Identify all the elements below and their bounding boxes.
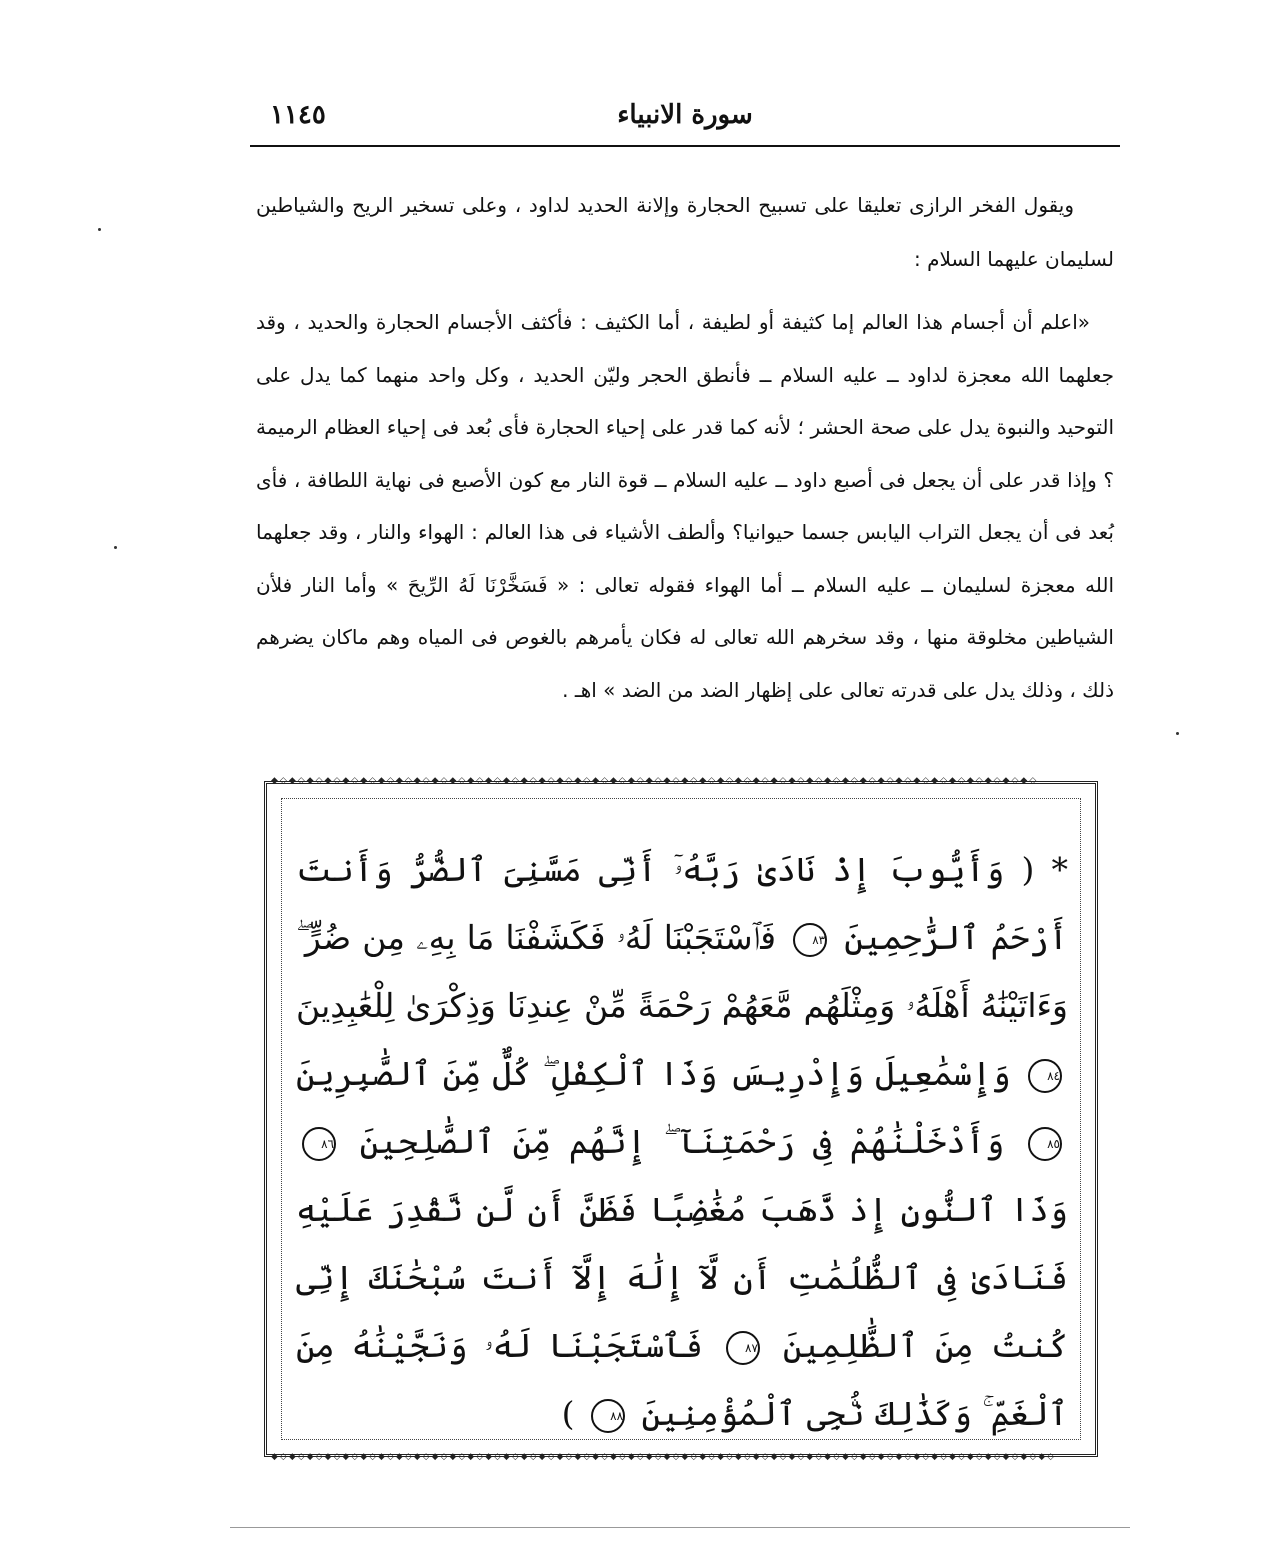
intro-paragraph	[256, 178, 1114, 286]
footer-divider	[230, 1527, 1130, 1528]
verse-87: وَذَا ٱلنُّونِ إِذ ذَّهَبَ مُغَٰضِبًا فَظَنَّ أَن لَّن نَّقْدِرَ عَلَيْهِ فَنَادَىٰ فِى ٱلظُّلُمَٰتِ أَن لَّآ إِلَٰهَ إِلَّآ أَنتَ سُبْحَٰنَكَ إِنِّى كُنتُ مِنَ ٱلظَّٰلِمِينَ	[296, 1190, 1068, 1365]
verse-88: فَٱسْتَجَبْنَا لَهُۥ وَنَجَّيْنَٰهُ مِنَ ٱلْغَمِّ ۚ وَكَذَٰلِكَ نُۨجِى ٱلْمُؤْمِنِينَ	[296, 1326, 1068, 1433]
ayah-number-marker: ٨٥	[1028, 1127, 1062, 1161]
ayah-number-marker: ٨٤	[1028, 1059, 1062, 1093]
ayah-number-marker: ٨٨	[591, 1399, 625, 1433]
verse-closing-bracket: )	[561, 1394, 575, 1433]
scan-speck	[1176, 732, 1179, 735]
verse-86: وَأَدْخَلْنَٰهُمْ فِى رَحْمَتِنَآ ۖ إِنَّهُم مِّنَ ٱلصَّٰلِحِينَ	[359, 1122, 1005, 1161]
header-divider	[250, 145, 1120, 147]
quran-verses	[296, 836, 1068, 1448]
verse-83: وَأَيُّوبَ إِذْ نَادَىٰ رَبَّهُۥٓ أَنِّى مَسَّنِىَ ٱلضُّرُّ وَأَنتَ أَرْحَمُ ٱلرَّٰحِمِينَ	[296, 850, 1068, 957]
surah-title: سورة الانبياء	[617, 100, 753, 130]
scan-speck	[114, 546, 117, 549]
frame-top-ornament: ◆◇◆◇◆◇◆◇◆◇◆◇◆◇◆◇◆◇◆◇◆◇◆◇◆◇◆◇◆◇◆◇◆◇◆◇◆◇◆◇◆◇◆◇◆◇◆◇◆◇◆◇◆◇◆◇◆◇◆◇◆◇◆◇◆◇◆◇◆◇◆◇◆◇◆◇◆◇◆◇◆◇◆◇◆◇	[271, 776, 1039, 786]
intro-text: ويقول الفخر الرازى تعليقا على تسبيح الحجارة وإلانة الحديد لداود ، وعلى تسخير الريح والشياطين لسليمان عليهما السلام :	[256, 193, 1114, 271]
verse-85: وَإِسْمَٰعِيلَ وَإِدْرِيسَ وَذَا ٱلْكِفْلِ ۖ كُلٌّ مِّنَ ٱلصَّٰبِرِينَ	[296, 1054, 1011, 1093]
ayah-number-marker: ٨٧	[726, 1331, 760, 1365]
frame-bottom-ornament: ◆◇◆◇◆◇◆◇◆◇◆◇◆◇◆◇◆◇◆◇◆◇◆◇◆◇◆◇◆◇◆◇◆◇◆◇◆◇◆◇◆◇◆◇◆◇◆◇◆◇◆◇◆◇◆◇◆◇◆◇◆◇◆◇◆◇◆◇◆◇◆◇◆◇◆◇◆◇◆◇◆◇◆◇◆◇◆◇	[271, 1452, 1057, 1462]
page-number: ١١٤٥	[270, 100, 326, 130]
quote-text: «اعلم أن أجسام هذا العالم إما كثيفة أو لطيفة ، أما الكثيف : فأكثف الأجسام الحجارة والحديد ، وقد جعلهما الله معجزة لداود ــ عليه السلام ــ فأنطق الحجر وليّن الحديد ، وكل واحد منهما كما يدل على التوحيد والنبوة يدل على صحة الحشر ؛ لأنه كما قدر على إحياء الحجارة فأى بُعد فى إحياء العظام الرميمة ؟ وإذا قدر على أن يجعل فى أصبع داود ــ عليه السلام ــ قوة النار مع كون الأصبع فى نهاية اللطافة ، فأى بُعد فى أن يجعل التراب اليابس جسما حيوانيا؟ وألطف الأشياء فى هذا العالم : الهواء والنار ، وقد جعلهما الله معجزة لسليمان ــ عليه السلام ــ أما الهواء فقوله تعالى : « فَسَخَّرْنَا لَهُ الرِّيحَ » وأما النار فلأن الشياطين مخلوقة منها ، وقد سخرهم الله تعالى له فكان يأمرهم بالغوص فى المياه وهم ماكان يضرهم ذلك ، وذلك يدل على قدرته تعالى على إظهار الضد من الضد » اهـ .	[256, 310, 1114, 702]
razi-quote-paragraph	[256, 296, 1114, 716]
verse-opening-bracket: * (	[1021, 850, 1068, 889]
ayah-number-marker: ٨٦	[302, 1127, 336, 1161]
verse-84: فَٱسْتَجَبْنَا لَهُۥ فَكَشَفْنَا مَا بِهِۦ مِن ضُرٍّ ۖ وَءَاتَيْنَٰهُ أَهْلَهُۥ وَمِثْلَهُم مَّعَهُمْ رَحْمَةً مِّنْ عِندِنَا وَذِكْرَىٰ لِلْعَٰبِدِينَ	[296, 918, 1068, 1025]
scan-speck	[98, 228, 101, 231]
page-header	[250, 96, 1120, 140]
ayah-number-marker: ٨٣	[793, 923, 827, 957]
